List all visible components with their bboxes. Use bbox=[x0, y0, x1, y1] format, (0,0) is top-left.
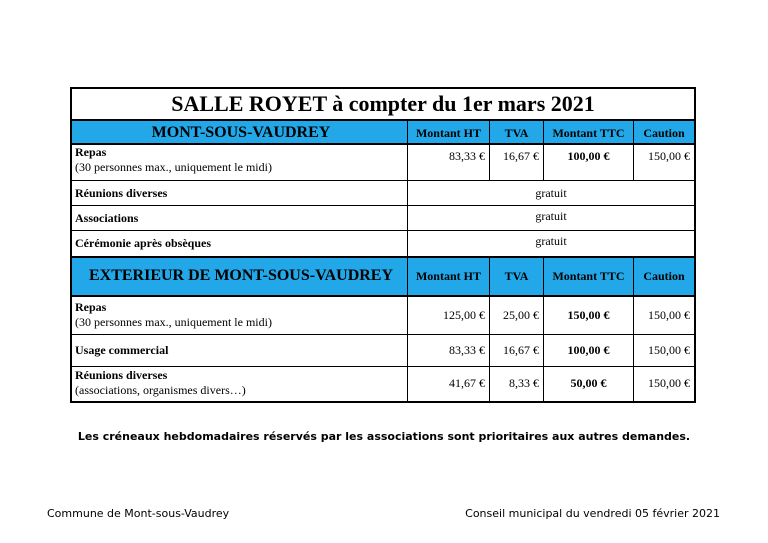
cell-tva: 8,33 € bbox=[490, 367, 544, 401]
row-subtitle: (30 personnes max., uniquement le midi) bbox=[75, 315, 272, 329]
col-tva: TVA bbox=[490, 121, 544, 145]
col-tva: TVA bbox=[490, 258, 544, 297]
row-title: Repas bbox=[75, 300, 107, 314]
cell-ttc: 100,00 € bbox=[544, 335, 634, 367]
cell-ttc: 50,00 € bbox=[544, 367, 634, 401]
tariff-table bbox=[70, 87, 696, 403]
cell-tva: 16,67 € bbox=[490, 335, 544, 367]
row-title: Associations bbox=[75, 211, 139, 225]
section-name: MONT-SOUS-VAUDREY bbox=[72, 121, 408, 145]
cell-ht: 125,00 € bbox=[408, 297, 490, 335]
row-label bbox=[72, 145, 408, 181]
cell-gratuit: gratuit bbox=[408, 206, 694, 231]
table-row bbox=[72, 335, 694, 367]
row-label bbox=[72, 297, 408, 335]
priority-note: Les créneaux hebdomadaires réservés par les associations sont prioritaires aux autres demandes. bbox=[77, 430, 691, 443]
cell-tva: 25,00 € bbox=[490, 297, 544, 335]
cell-ttc: 100,00 € bbox=[544, 145, 634, 181]
row-title: Réunions diverses bbox=[75, 368, 168, 382]
section-name: EXTERIEUR DE MONT-SOUS-VAUDREY bbox=[72, 258, 408, 297]
col-montant-ttc: Montant TTC bbox=[544, 258, 634, 297]
row-title: Cérémonie après obsèques bbox=[75, 236, 211, 250]
col-caution: Caution bbox=[634, 121, 694, 145]
footer-council: Conseil municipal du vendredi 05 février 2021 bbox=[465, 507, 720, 520]
cell-ttc: 150,00 € bbox=[544, 297, 634, 335]
footer-commune: Commune de Mont-sous-Vaudrey bbox=[47, 507, 230, 520]
cell-gratuit: gratuit bbox=[408, 181, 694, 206]
cell-ht: 83,33 € bbox=[408, 145, 490, 181]
table-title: SALLE ROYET à compter du 1er mars 2021 bbox=[72, 89, 694, 121]
section-header-local bbox=[72, 121, 694, 145]
cell-ht: 41,67 € bbox=[408, 367, 490, 401]
table-row bbox=[72, 231, 694, 256]
row-label bbox=[72, 181, 408, 206]
row-subtitle: (30 personnes max., uniquement le midi) bbox=[75, 160, 272, 174]
col-caution: Caution bbox=[634, 258, 694, 297]
cell-caution: 150,00 € bbox=[634, 297, 694, 335]
row-label bbox=[72, 367, 408, 401]
cell-caution: 150,00 € bbox=[648, 376, 690, 390]
table-row bbox=[72, 297, 694, 335]
table-row bbox=[72, 181, 694, 206]
cell-caution: 150,00 € bbox=[634, 335, 694, 367]
cell-caution: 150,00 € bbox=[634, 145, 694, 181]
col-montant-ht: Montant HT bbox=[408, 258, 490, 297]
table-row bbox=[72, 367, 694, 401]
table-row bbox=[72, 206, 694, 231]
row-title: Usage commercial bbox=[75, 343, 169, 357]
row-label bbox=[72, 231, 408, 256]
cell-ht: 83,33 € bbox=[408, 335, 490, 367]
table-row bbox=[72, 145, 694, 181]
cell-gratuit: gratuit bbox=[535, 234, 567, 248]
col-montant-ttc: Montant TTC bbox=[544, 121, 634, 145]
row-title: Réunions diverses bbox=[75, 186, 168, 200]
row-subtitle: (associations, organismes divers…) bbox=[75, 383, 246, 397]
row-label bbox=[72, 335, 408, 367]
section-header-exterior bbox=[72, 256, 694, 297]
row-label bbox=[72, 206, 408, 231]
col-montant-ht: Montant HT bbox=[408, 121, 490, 145]
row-title: Repas bbox=[75, 145, 107, 159]
cell-tva: 16,67 € bbox=[490, 145, 544, 181]
